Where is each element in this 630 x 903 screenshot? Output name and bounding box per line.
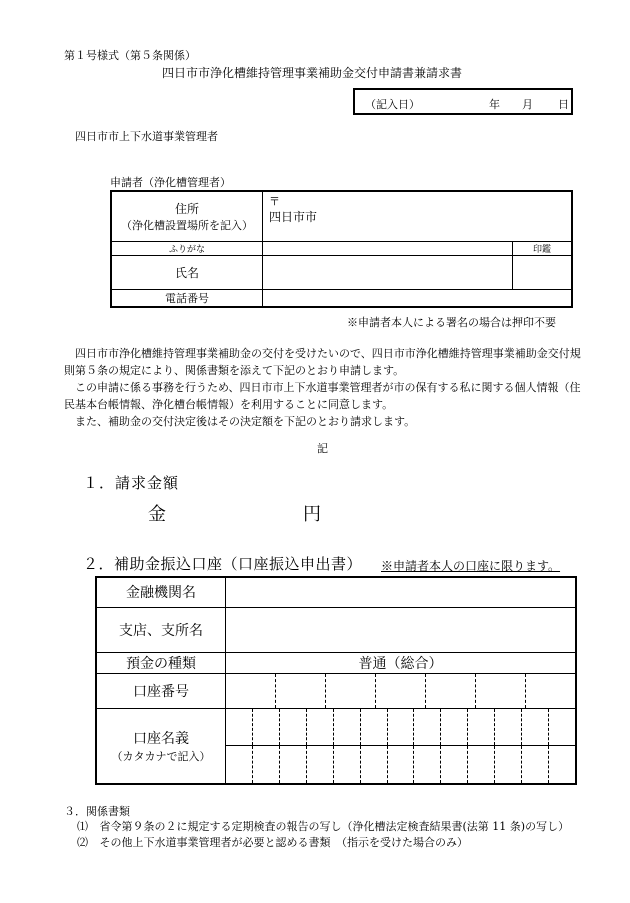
section3-list [77, 819, 607, 851]
char-box[interactable] [467, 709, 494, 745]
list-item-number: ⑴ [77, 820, 88, 833]
char-box[interactable] [360, 709, 387, 745]
address-sublabel: （浄化槽設置場所を記入） [121, 218, 253, 232]
char-box[interactable] [413, 746, 440, 783]
digit-box[interactable] [425, 674, 475, 708]
branch-field[interactable] [226, 607, 577, 652]
postal-mark: 〒 [269, 195, 280, 208]
list-item-text: その他上下水道事業管理者が必要と認める書類 （指示を受けた場合のみ） [99, 836, 468, 849]
char-box[interactable] [494, 709, 521, 745]
bank-name-label: 金融機関名 [96, 577, 226, 607]
list-item-number: ⑵ [77, 836, 88, 849]
digit-box[interactable] [475, 674, 525, 708]
document-title: 四日市市浄化槽維持管理事業補助金交付申請書兼請求書 [162, 66, 463, 80]
body-text [64, 345, 584, 430]
seal-note: ※申請者本人による署名の場合は押印不要 [347, 316, 556, 329]
section2-heading: ２．補助金振込口座（口座振込申出書） [83, 555, 363, 573]
furigana-label: ふりがな [111, 241, 263, 255]
char-box[interactable] [413, 709, 440, 745]
furigana-field[interactable] [263, 241, 513, 255]
account-holder-field[interactable] [226, 708, 577, 784]
digit-box[interactable] [226, 674, 275, 708]
char-box[interactable] [306, 709, 333, 745]
char-box[interactable] [306, 746, 333, 783]
char-box[interactable] [387, 709, 414, 745]
year-label: 年 [489, 98, 500, 111]
branch-label: 支店、支所名 [96, 607, 226, 652]
day-label: 日 [558, 98, 569, 111]
name-label: 氏名 [111, 255, 263, 289]
char-box[interactable] [521, 746, 548, 783]
list-item [77, 819, 607, 835]
seal-label: 印鑑 [513, 241, 573, 255]
body-paragraph-1: 四日市市浄化槽維持管理事業補助金の交付を受けたいので、四日市市浄化槽維持管理事業補助金交付規則第５条の規定により、関係書類を添えて下記のとおり申請します。 [64, 347, 581, 377]
account-holder-row-1 [226, 709, 575, 746]
account-holder-row-2 [226, 746, 575, 783]
char-box[interactable] [333, 746, 360, 783]
char-box[interactable] [440, 709, 467, 745]
char-box[interactable] [226, 746, 252, 783]
digit-box[interactable] [325, 674, 375, 708]
date-label: （記入日） [365, 98, 420, 111]
list-item [77, 835, 607, 851]
date-box[interactable] [353, 88, 573, 115]
char-box[interactable] [360, 746, 387, 783]
address-label: 住所 [174, 201, 199, 216]
digit-box[interactable] [525, 674, 575, 708]
applicant-table [110, 190, 573, 308]
ki-mark: 記 [317, 442, 328, 455]
char-box[interactable] [226, 709, 252, 745]
section3-heading: ３．関係書類 [64, 805, 130, 818]
name-field[interactable] [263, 255, 513, 289]
digit-box[interactable] [375, 674, 425, 708]
deposit-type-label: 預金の種類 [96, 652, 226, 673]
char-box[interactable] [521, 709, 548, 745]
char-box[interactable] [333, 709, 360, 745]
account-holder-label: 口座名義 [133, 730, 189, 747]
char-box[interactable] [548, 709, 575, 745]
account-holder-label-cell [96, 708, 226, 784]
account-number-label: 口座番号 [96, 673, 226, 708]
bank-account-table [95, 576, 577, 785]
amount-yen: 円 [303, 504, 321, 525]
bank-name-field[interactable] [226, 577, 577, 607]
char-box[interactable] [387, 746, 414, 783]
address-city: 四日市市 [269, 210, 318, 224]
section2-note: ※申請者本人の口座に限ります。 [381, 559, 561, 573]
address-field[interactable] [263, 191, 573, 241]
applicant-section-label: 申請者（浄化槽管理者） [110, 176, 231, 189]
account-number-digits [226, 674, 575, 708]
address-label-cell [111, 191, 263, 241]
section1-heading: １．請求金額 [83, 474, 180, 492]
body-paragraph-3: また、補助金の交付決定後はその決定額を下記のとおり請求します。 [75, 415, 416, 428]
char-box[interactable] [548, 746, 575, 783]
account-number-field[interactable] [226, 673, 577, 708]
char-box[interactable] [440, 746, 467, 783]
account-holder-sublabel: （カタカナで記入） [111, 749, 211, 763]
seal-field[interactable] [513, 255, 573, 289]
char-box[interactable] [279, 709, 306, 745]
phone-label: 電話番号 [111, 289, 263, 307]
char-box[interactable] [494, 746, 521, 783]
deposit-type-value[interactable]: 普通（総合） [226, 652, 577, 673]
char-box[interactable] [252, 709, 279, 745]
digit-box[interactable] [275, 674, 325, 708]
body-paragraph-2: この申請に係る事務を行うため、四日市市上下水道事業管理者が市の保有する私に関する個人情報（住民基本台帳情報、浄化槽台帳情報）を利用することに同意します。 [64, 381, 581, 411]
amount-kin: 金 [148, 504, 166, 525]
list-item-text: 省令第９条の２に規定する定期検査の報告の写し（浄化槽法定検査結果書(法第 11 条)の写し） [99, 820, 570, 833]
char-box[interactable] [279, 746, 306, 783]
char-box[interactable] [467, 746, 494, 783]
addressee: 四日市市上下水道事業管理者 [75, 130, 218, 143]
month-label: 月 [522, 98, 533, 111]
char-box[interactable] [252, 746, 279, 783]
phone-field[interactable] [263, 289, 573, 307]
form-number: 第１号様式（第５条関係） [64, 49, 196, 62]
